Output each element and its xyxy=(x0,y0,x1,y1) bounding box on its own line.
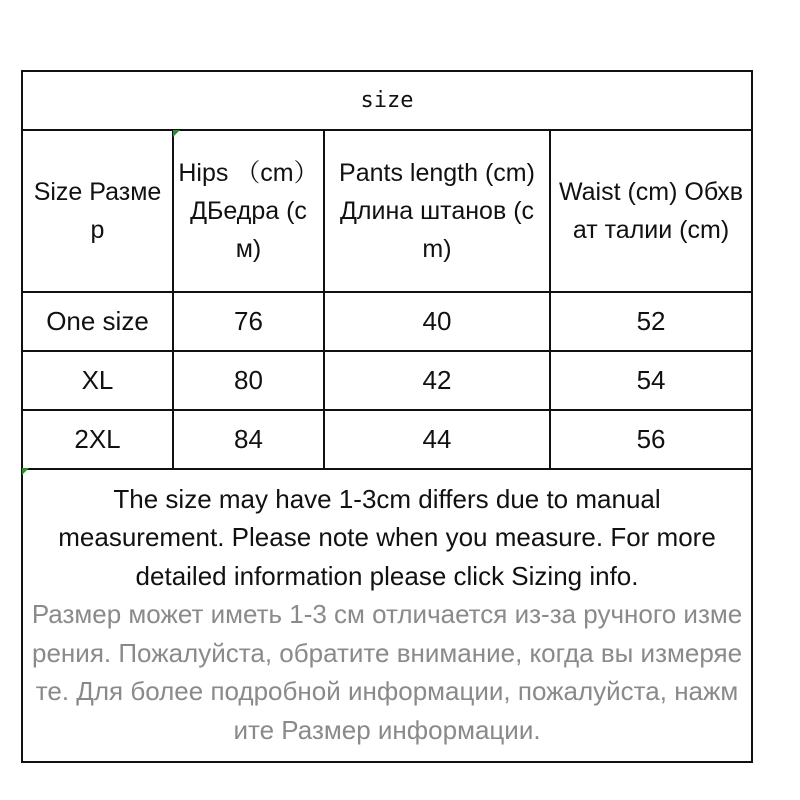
note-russian: Размер может иметь 1-3 см отличается из-за ручного измерения. Пожалуйста, обратите внимание, когда вы измеряете. Для более подробной информации, пожалуйста, нажмите Размер информации. xyxy=(31,599,743,745)
table-title: size xyxy=(22,71,752,130)
column-header-waist: Waist (cm) Обхват талии (cm) xyxy=(550,130,752,292)
note-english: The size may have 1-3cm differs due to manual measurement. Please note when you measure. For more detailed information please click Sizing info. xyxy=(58,483,716,591)
cell-pants-length: 42 xyxy=(324,351,550,410)
column-header-pants-length: Pants length (cm) Длина штанов (cm) xyxy=(324,130,550,292)
column-header-hips: Hips （cm）ДБедра (см) xyxy=(173,130,324,292)
header-row xyxy=(22,130,752,292)
size-chart-table xyxy=(21,70,753,763)
cell-waist: 52 xyxy=(550,292,752,351)
table-row xyxy=(22,351,752,410)
corner-mark-decoration xyxy=(173,130,180,137)
cell-size: One size xyxy=(22,292,173,351)
cell-waist: 54 xyxy=(550,351,752,410)
table-row xyxy=(22,292,752,351)
corner-mark-decoration xyxy=(22,468,29,475)
cell-hips: 76 xyxy=(173,292,324,351)
cell-hips: 84 xyxy=(173,410,324,469)
table-row xyxy=(22,410,752,469)
cell-hips: 80 xyxy=(173,351,324,410)
cell-size: 2XL xyxy=(22,410,173,469)
measurement-note xyxy=(22,469,752,762)
column-header-size: Size Размер xyxy=(22,130,173,292)
cell-waist: 56 xyxy=(550,410,752,469)
cell-pants-length: 44 xyxy=(324,410,550,469)
cell-size: XL xyxy=(22,351,173,410)
cell-pants-length: 40 xyxy=(324,292,550,351)
